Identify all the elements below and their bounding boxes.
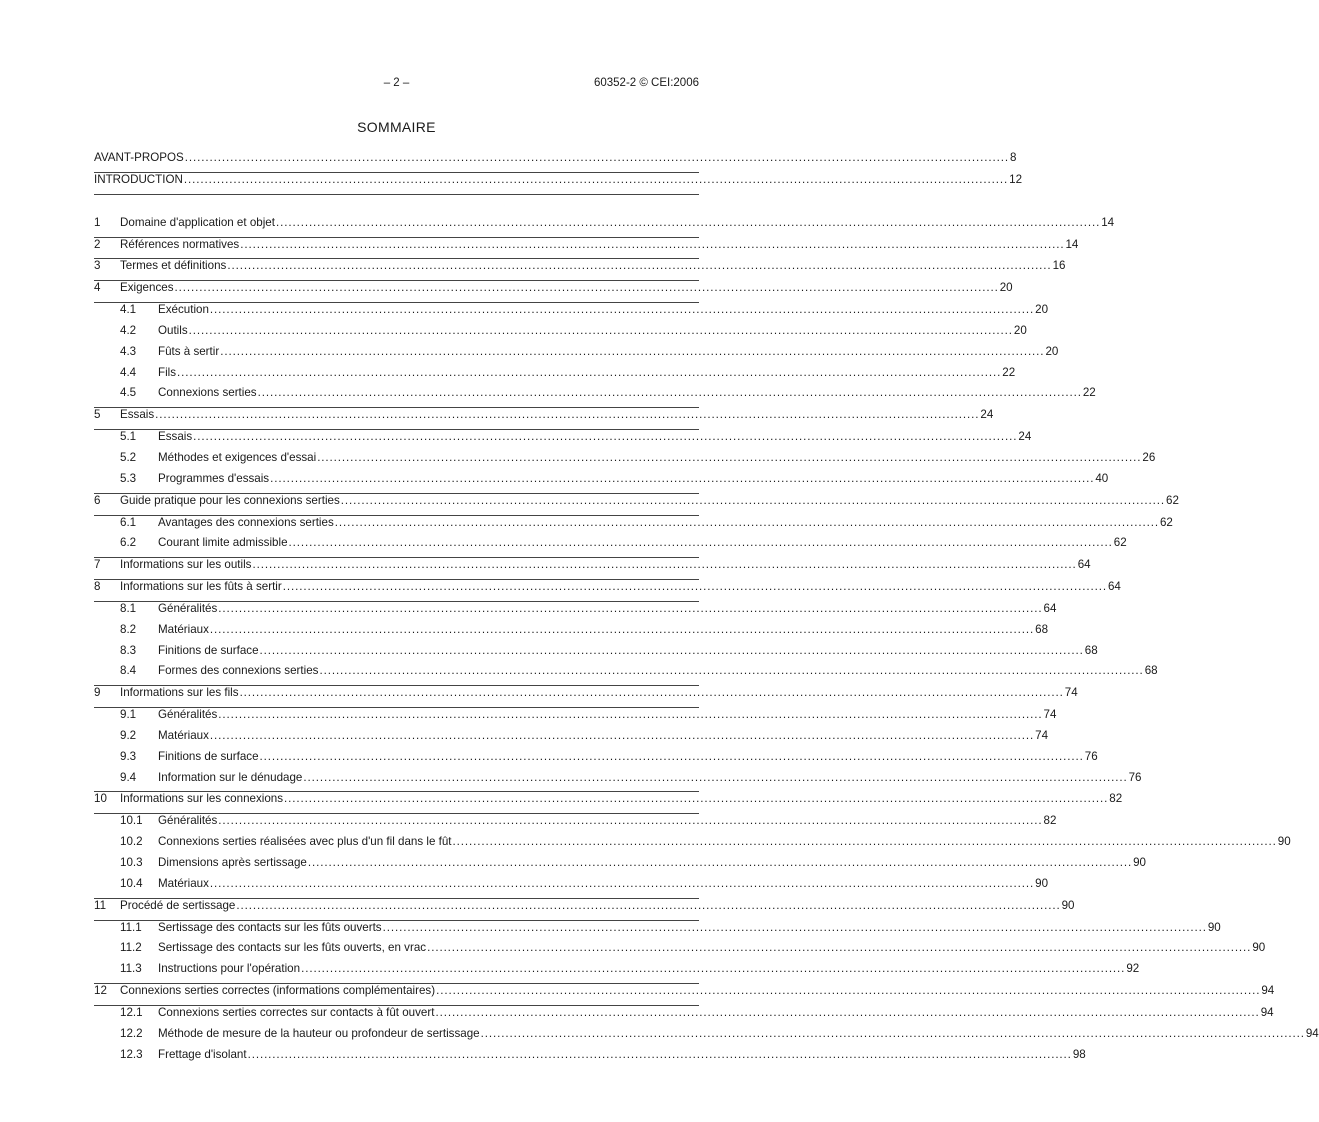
toc-dot-leader: ........................................................................................................................................................................................................ <box>436 984 1261 998</box>
toc-entry-label: Termes et définitions <box>120 259 227 273</box>
toc-entry-page: 74 <box>1043 708 1057 722</box>
toc-entry-page: 22 <box>1002 365 1016 379</box>
toc-dot-leader: ........................................................................................................................................................................................................ <box>239 686 1064 700</box>
toc-entry[interactable] <box>94 941 1266 962</box>
toc-dot-leader: ........................................................................................................................................................................................................ <box>427 941 1252 955</box>
toc-entry[interactable] <box>94 984 1275 1006</box>
toc-entry-number: 6 <box>94 493 101 507</box>
toc-entry-page: 94 <box>1260 1005 1274 1019</box>
toc-dot-leader: ........................................................................................................................................................................................................ <box>317 450 1142 464</box>
toc-entry-page: 24 <box>1018 430 1032 444</box>
toc-entry-page: 12 <box>1009 172 1023 186</box>
toc-dot-leader: ........................................................................................................................................................................................................ <box>303 770 1128 784</box>
toc-dot-leader: ........................................................................................................................................................................................................ <box>155 408 980 422</box>
toc-dot-leader: ........................................................................................................................................................................................................ <box>177 365 1002 379</box>
toc-entry[interactable] <box>94 172 1023 195</box>
toc-entry-label: Connexions serties correctes sur contacts à fût ouvert <box>158 1005 435 1019</box>
toc-entry-number: 9.3 <box>120 749 137 763</box>
toc-dot-leader: ........................................................................................................................................................................................................ <box>340 493 1166 507</box>
toc-entry-label: Méthode de mesure de la hauteur ou profondeur de sertissage <box>158 1026 480 1040</box>
toc-entry-number: 8 <box>94 580 101 594</box>
toc-entry-label: Connexions serties correctes (informations complémentaires) <box>120 984 436 998</box>
toc-entry-number: 11.1 <box>120 920 142 934</box>
toc-dot-leader: ........................................................................................................................................................................................................ <box>209 876 1035 890</box>
toc-entry[interactable] <box>94 515 1173 537</box>
toc-entry-number: 4.5 <box>120 386 137 400</box>
toc-dot-leader: ........................................................................................................................................................................................................ <box>288 536 1113 550</box>
toc-entry-label: Domaine d'application et objet <box>120 215 275 229</box>
toc-dot-leader: ........................................................................................................................................................................................................ <box>209 728 1035 742</box>
toc-dot-leader: ........................................................................................................................................................................................................ <box>209 303 1035 317</box>
toc-entry-label: Informations sur les connexions <box>120 792 284 806</box>
toc-entry-number: 5.2 <box>120 450 137 464</box>
toc-entry-page: 14 <box>1065 237 1079 251</box>
toc-entry-number: 6.1 <box>120 515 137 529</box>
toc-entry-page: 82 <box>1109 792 1123 806</box>
toc-entry-number: 10.4 <box>120 876 143 890</box>
toc-dot-leader: ........................................................................................................................................................................................................ <box>382 920 1207 934</box>
toc-entry-page: 26 <box>1142 450 1156 464</box>
toc-entry-page: 90 <box>1035 876 1049 890</box>
toc-entry[interactable] <box>94 450 1156 472</box>
toc-entry-label: Avantages des connexions serties <box>158 515 334 529</box>
toc-entry[interactable] <box>94 962 1140 984</box>
toc-entry-number: 1 <box>94 215 101 229</box>
toc-entry-number: 8.3 <box>120 643 137 657</box>
toc-entry-number: 4.3 <box>120 344 137 358</box>
toc-entry-number: 4.4 <box>120 365 137 379</box>
toc-entry-page: 20 <box>1035 303 1049 317</box>
toc-entry-label: Matériaux <box>158 728 209 742</box>
toc-entry-number: 10.1 <box>120 814 143 828</box>
toc-entry-page: 90 <box>1133 856 1146 869</box>
toc-entry[interactable] <box>94 749 1098 771</box>
table-of-contents <box>94 151 1319 1068</box>
toc-entry[interactable] <box>94 386 1096 408</box>
toc-entry[interactable] <box>94 536 1127 558</box>
toc-dot-leader: ........................................................................................................................................................................................................ <box>218 708 1043 722</box>
toc-dot-leader: ........................................................................................................................................................................................................ <box>218 601 1043 615</box>
toc-dot-leader: ........................................................................................................................................................................................................ <box>257 386 1082 400</box>
toc-entry-number: 11 <box>94 898 107 912</box>
toc-entry-number: 12.2 <box>120 1026 143 1040</box>
toc-entry-number: 12.3 <box>120 1047 143 1061</box>
toc-dot-leader: ........................................................................................................................................................................................................ <box>270 471 1095 485</box>
toc-entry-label: Formes des connexions serties <box>158 664 319 678</box>
toc-entry[interactable] <box>94 430 1032 451</box>
toc-entry-label: Généralités <box>158 601 218 615</box>
toc-entry-label: Connexions serties <box>158 386 257 400</box>
toc-entry-page: 22 <box>1082 386 1096 400</box>
toc-entry[interactable] <box>94 898 1075 921</box>
toc-dot-leader: ........................................................................................................................................................................................................ <box>252 558 1077 572</box>
toc-entry-page: 20 <box>1013 323 1027 337</box>
toc-entry-page: 24 <box>980 408 994 422</box>
toc-dot-leader: ........................................................................................................................................................................................................ <box>284 792 1109 806</box>
toc-entry-label: Matériaux <box>158 622 209 636</box>
toc-entry-label: Programmes d'essais <box>158 471 270 485</box>
toc-entry[interactable] <box>94 281 1013 303</box>
toc-entry-label: Finitions de surface <box>158 749 259 763</box>
toc-entry-label: Méthodes et exigences d'essai <box>158 450 317 464</box>
toc-entry-label: Essais <box>158 430 193 444</box>
toc-dot-leader: ........................................................................................................................................................................................................ <box>240 237 1065 251</box>
toc-entry-page: 64 <box>1077 558 1091 572</box>
toc-entry-number: 10.2 <box>120 835 143 849</box>
toc-entry-number: 11.2 <box>120 941 142 955</box>
toc-entry-label: Essais <box>120 408 155 422</box>
toc-entry-number: 5.1 <box>120 430 137 444</box>
toc-entry[interactable] <box>94 558 1091 580</box>
toc-entry-label: Généralités <box>158 708 218 722</box>
toc-dot-leader: ........................................................................................................................................................................................................ <box>174 281 999 295</box>
toc-entry-page: 64 <box>1107 580 1121 594</box>
toc-dot-leader: ........................................................................................................................................................................................................ <box>319 664 1144 678</box>
toc-dot-leader: ........................................................................................................................................................................................................ <box>334 515 1159 529</box>
toc-dot-leader: ........................................................................................................................................................................................................ <box>452 835 1277 849</box>
toc-entry-page: 76 <box>1128 770 1142 784</box>
toc-entry-number: 3 <box>94 259 101 273</box>
toc-entry-page: 62 <box>1166 493 1179 507</box>
toc-entry-label: Matériaux <box>158 876 209 890</box>
toc-entry[interactable] <box>94 303 1049 324</box>
toc-entry-label: AVANT-PROPOS <box>94 151 184 164</box>
toc-entry-label: Sertissage des contacts sur les fûts ouverts <box>158 920 382 934</box>
toc-dot-leader: ........................................................................................................................................................................................................ <box>275 215 1101 229</box>
toc-entry[interactable] <box>94 151 1017 173</box>
toc-entry-page: 76 <box>1084 749 1098 763</box>
toc-entry[interactable] <box>94 664 1158 686</box>
toc-entry-label: Informations sur les fûts à sertir <box>120 580 282 594</box>
toc-entry-page: 94 <box>1261 984 1275 998</box>
toc-entry-page: 92 <box>1126 962 1140 976</box>
toc-dot-leader: ........................................................................................................................................................................................................ <box>227 259 1052 273</box>
toc-dot-leader: ........................................................................................................................................................................................................ <box>188 323 1013 337</box>
toc-entry-number: 5.3 <box>120 471 137 485</box>
toc-entry[interactable] <box>94 601 1057 623</box>
toc-entry-number: 9 <box>94 686 101 700</box>
toc-dot-leader: ........................................................................................................................................................................................................ <box>247 1047 1072 1061</box>
toc-entry-label: Finitions de surface <box>158 643 259 657</box>
toc-entry-page: 90 <box>1207 920 1221 934</box>
toc-dot-leader: ........................................................................................................................................................................................................ <box>209 622 1035 636</box>
toc-entry-label: Informations sur les fils <box>120 686 239 700</box>
toc-entry-number: 4.1 <box>120 303 137 317</box>
toc-entry-number: 8.4 <box>120 664 137 678</box>
toc-dot-leader: ........................................................................................................................................................................................................ <box>236 898 1061 912</box>
toc-entry-page: 64 <box>1043 601 1057 615</box>
toc-entry[interactable] <box>94 408 994 430</box>
toc-entry-page: 94 <box>1305 1026 1319 1040</box>
toc-entry-label: Exigences <box>120 281 174 295</box>
toc-entry-label: Sertissage des contacts sur les fûts ouverts, en vrac <box>158 941 427 955</box>
toc-entry[interactable] <box>94 814 1057 835</box>
toc-entry-label: Exécution <box>158 303 209 317</box>
toc-entry-label: Frettage d'isolant <box>158 1047 247 1061</box>
toc-entry[interactable] <box>94 708 1057 729</box>
toc-entry-page: 8 <box>1010 151 1017 164</box>
toc-entry[interactable] <box>94 920 1221 942</box>
toc-entry-page: 90 <box>1252 941 1266 955</box>
toc-entry-page: 20 <box>999 281 1013 295</box>
toc-entry-number: 7 <box>94 558 101 572</box>
toc-dot-leader: ........................................................................................................................................................................................................ <box>259 749 1084 763</box>
toc-entry-label: Informations sur les outils <box>120 558 252 572</box>
toc-dot-leader: ........................................................................................................................................................................................................ <box>183 172 1009 186</box>
toc-entry[interactable] <box>94 876 1049 899</box>
toc-entry[interactable] <box>94 792 1123 814</box>
toc-entry[interactable] <box>94 1026 1319 1048</box>
toc-entry-page: 98 <box>1072 1047 1086 1061</box>
toc-entry-page: 68 <box>1084 643 1098 657</box>
toc-entry-number: 4 <box>94 281 101 295</box>
toc-entry-number: 4.2 <box>120 323 137 337</box>
document-reference: 60352-2 © CEI:2006 <box>593 77 699 89</box>
toc-entry-number: 9.4 <box>120 770 137 784</box>
toc-entry[interactable] <box>94 686 1078 708</box>
toc-entry[interactable] <box>94 215 1115 238</box>
toc-entry-number: 6.2 <box>120 536 137 550</box>
toc-entry-label: Fûts à sertir <box>158 344 220 358</box>
toc-entry-label: Information sur le dénudage <box>158 770 303 784</box>
toc-entry-page: 68 <box>1144 664 1158 678</box>
toc-entry-label: Références normatives <box>120 237 240 251</box>
toc-entry-page: 40 <box>1095 471 1109 485</box>
toc-entry-number: 2 <box>94 237 101 251</box>
toc-entry-page: 90 <box>1061 898 1075 912</box>
page-title: SOMMAIRE <box>357 119 436 135</box>
page-number: – 2 – <box>383 77 410 89</box>
toc-entry-number: 10.3 <box>120 856 143 869</box>
toc-entry-page: 62 <box>1159 515 1173 529</box>
toc-entry-number: 9.1 <box>120 708 137 722</box>
toc-entry[interactable] <box>94 1005 1274 1027</box>
toc-entry[interactable] <box>94 643 1098 665</box>
toc-dot-leader: ........................................................................................................................................................................................................ <box>307 856 1133 869</box>
toc-entry[interactable] <box>94 471 1109 494</box>
toc-dot-leader: ........................................................................................................................................................................................................ <box>259 643 1084 657</box>
toc-entry[interactable] <box>94 856 1146 877</box>
toc-entry[interactable] <box>94 344 1059 366</box>
toc-entry[interactable] <box>94 728 1049 750</box>
toc-entry-number: 11.3 <box>120 962 142 976</box>
toc-entry-label: Dimensions après sertissage <box>158 856 307 869</box>
toc-dot-leader: ........................................................................................................................................................................................................ <box>220 344 1045 358</box>
toc-entry[interactable] <box>94 580 1121 602</box>
toc-entry-label: Généralités <box>158 814 218 828</box>
toc-entry-number: 5 <box>94 408 101 422</box>
toc-entry-number: 10 <box>94 792 107 806</box>
toc-entry-number: 9.2 <box>120 728 137 742</box>
toc-entry-number: 8.1 <box>120 601 137 615</box>
toc-entry[interactable] <box>94 622 1049 644</box>
toc-entry-page: 62 <box>1113 536 1127 550</box>
toc-entry[interactable] <box>94 365 1016 387</box>
toc-entry[interactable] <box>94 1047 1086 1069</box>
toc-entry[interactable] <box>94 770 1142 793</box>
toc-dot-leader: ........................................................................................................................................................................................................ <box>218 814 1043 828</box>
toc-dot-leader: ........................................................................................................................................................................................................ <box>301 962 1126 976</box>
toc-entry-number: 12 <box>94 984 107 998</box>
toc-entry-page: 90 <box>1277 835 1291 849</box>
toc-entry-label: Instructions pour l'opération <box>158 962 301 976</box>
toc-entry-label: Courant limite admissible <box>158 536 288 550</box>
toc-entry[interactable] <box>94 493 1179 516</box>
toc-entry-page: 20 <box>1045 344 1059 358</box>
toc-entry[interactable] <box>94 237 1079 260</box>
toc-entry-page: 82 <box>1043 814 1057 828</box>
toc-dot-leader: ........................................................................................................................................................................................................ <box>282 580 1107 594</box>
toc-entry-page: 14 <box>1101 215 1115 229</box>
page-header <box>0 77 793 93</box>
toc-entry-page: 68 <box>1035 622 1049 636</box>
toc-entry-label: Fils <box>158 365 177 379</box>
toc-entry[interactable] <box>94 835 1291 856</box>
toc-entry-number: 12.1 <box>120 1005 143 1019</box>
toc-entry[interactable] <box>94 259 1066 281</box>
toc-entry-label: Guide pratique pour les connexions serties <box>120 493 340 507</box>
toc-dot-leader: ........................................................................................................................................................................................................ <box>184 151 1009 164</box>
toc-entry-label: INTRODUCTION <box>94 172 183 186</box>
toc-dot-leader: ........................................................................................................................................................................................................ <box>435 1005 1260 1019</box>
toc-entry-page: 16 <box>1052 259 1066 273</box>
toc-dot-leader: ........................................................................................................................................................................................................ <box>193 430 1018 444</box>
toc-dot-leader: ........................................................................................................................................................................................................ <box>480 1026 1305 1040</box>
toc-entry-page: 74 <box>1064 686 1078 700</box>
toc-entry-page: 74 <box>1035 728 1049 742</box>
toc-entry[interactable] <box>94 323 1027 345</box>
toc-entry-label: Connexions serties réalisées avec plus d'un fil dans le fût <box>158 835 452 849</box>
toc-entry-label: Procédé de sertissage <box>120 898 236 912</box>
toc-entry-number: 8.2 <box>120 622 137 636</box>
toc-entry-label: Outils <box>158 323 188 337</box>
